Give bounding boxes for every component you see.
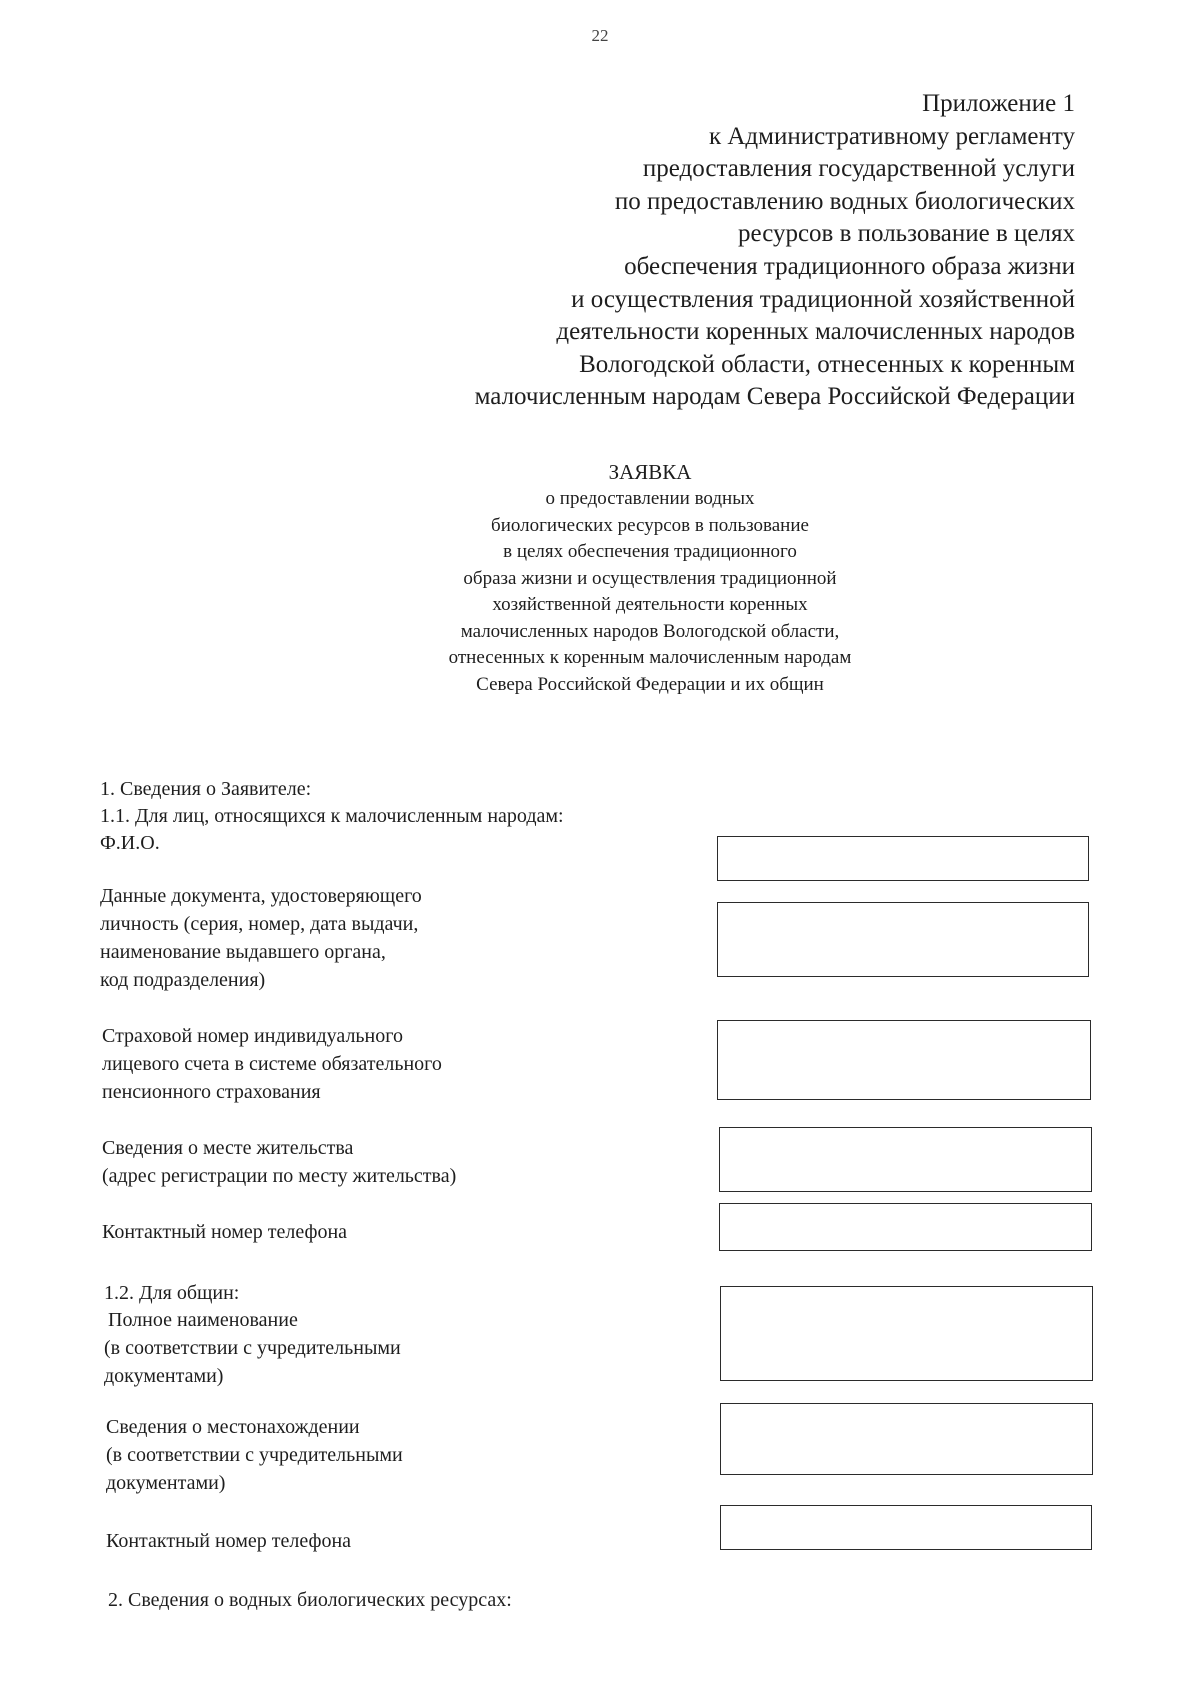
location-field[interactable] [720, 1403, 1093, 1475]
appendix-line: к Административному регламенту [708, 122, 1075, 150]
appendix-line: деятельности коренных малочисленных народов [556, 318, 1075, 346]
appendix-line: Приложение 1 [922, 90, 1075, 117]
community-name-field[interactable] [720, 1286, 1093, 1381]
section1-heading: 1. Сведения о Заявителе: [100, 778, 312, 800]
subtitle-line: хозяйственной деятельности коренных [492, 594, 808, 615]
appendix-line: по предоставлению водных биологических [614, 187, 1075, 215]
location-label: (в соответствии с учредительными [106, 1444, 403, 1466]
location-label: документами) [106, 1472, 226, 1494]
subtitle-line: биологических ресурсов в пользование [491, 514, 809, 536]
snils-label: пенсионного страхования [102, 1081, 321, 1103]
location-label: Сведения о местонахождении [106, 1416, 360, 1438]
section1-2-heading: 1.2. Для общин: [104, 1282, 240, 1304]
appendix-header [315, 88, 1075, 414]
appendix-line: и осуществления традиционной хозяйственной [571, 285, 1075, 313]
subtitle-line: образа жизни и осуществления традиционной [463, 567, 837, 589]
fio-field[interactable] [717, 836, 1089, 881]
residence-label: (адрес регистрации по месту жительства) [102, 1165, 457, 1187]
appendix-line: малочисленным народам Севера Российской Федерации [474, 383, 1075, 411]
section1-1-heading: 1.1. Для лиц, относящихся к малочисленным народам: [100, 805, 564, 827]
id-doc-label: Данные документа, удостоверяющего [100, 885, 422, 907]
community-phone-field[interactable] [720, 1505, 1092, 1550]
id-doc-field[interactable] [717, 902, 1089, 977]
snils-label: Страховой номер индивидуального [102, 1025, 403, 1047]
section2-heading: 2. Сведения о водных биологических ресурсах: [108, 1589, 512, 1611]
appendix-line: ресурсов в пользование в целях [737, 220, 1075, 248]
subtitle-line: малочисленных народов Вологодской области, [460, 620, 840, 642]
phone-label: Контактный номер телефона [102, 1221, 348, 1243]
subtitle-line: о предоставлении водных [545, 488, 755, 509]
subtitle-line: отнесенных к коренным малочисленным народам [448, 647, 852, 668]
residence-field[interactable] [719, 1127, 1092, 1192]
subtitle-line: Севера Российской Федерации и их общин [476, 673, 824, 695]
appendix-line: Вологодской области, отнесенных к коренным [579, 350, 1075, 378]
appendix-line: обеспечения традиционного образа жизни [624, 252, 1075, 280]
snils-field[interactable] [717, 1020, 1091, 1100]
application-title: ЗАЯВКА [608, 460, 692, 484]
id-doc-label: код подразделения) [100, 969, 266, 991]
application-subtitle [330, 486, 970, 698]
community-phone-label: Контактный номер телефона [106, 1530, 352, 1552]
subtitle-line: в целях обеспечения традиционного [503, 541, 797, 562]
snils-label: лицевого счета в системе обязательного [102, 1053, 442, 1075]
full-name-label: документами) [104, 1365, 224, 1387]
appendix-line: предоставления государственной услуги [642, 155, 1075, 183]
full-name-label: Полное наименование [108, 1309, 298, 1331]
id-doc-label: наименование выдавшего органа, [100, 941, 386, 963]
fio-label: Ф.И.О. [100, 832, 160, 854]
page-number: 22 [591, 26, 609, 45]
id-doc-label: личность (серия, номер, дата выдачи, [100, 913, 419, 935]
full-name-label: (в соответствии с учредительными [104, 1337, 401, 1359]
residence-label: Сведения о месте жительства [102, 1137, 354, 1159]
phone-field[interactable] [719, 1203, 1092, 1251]
